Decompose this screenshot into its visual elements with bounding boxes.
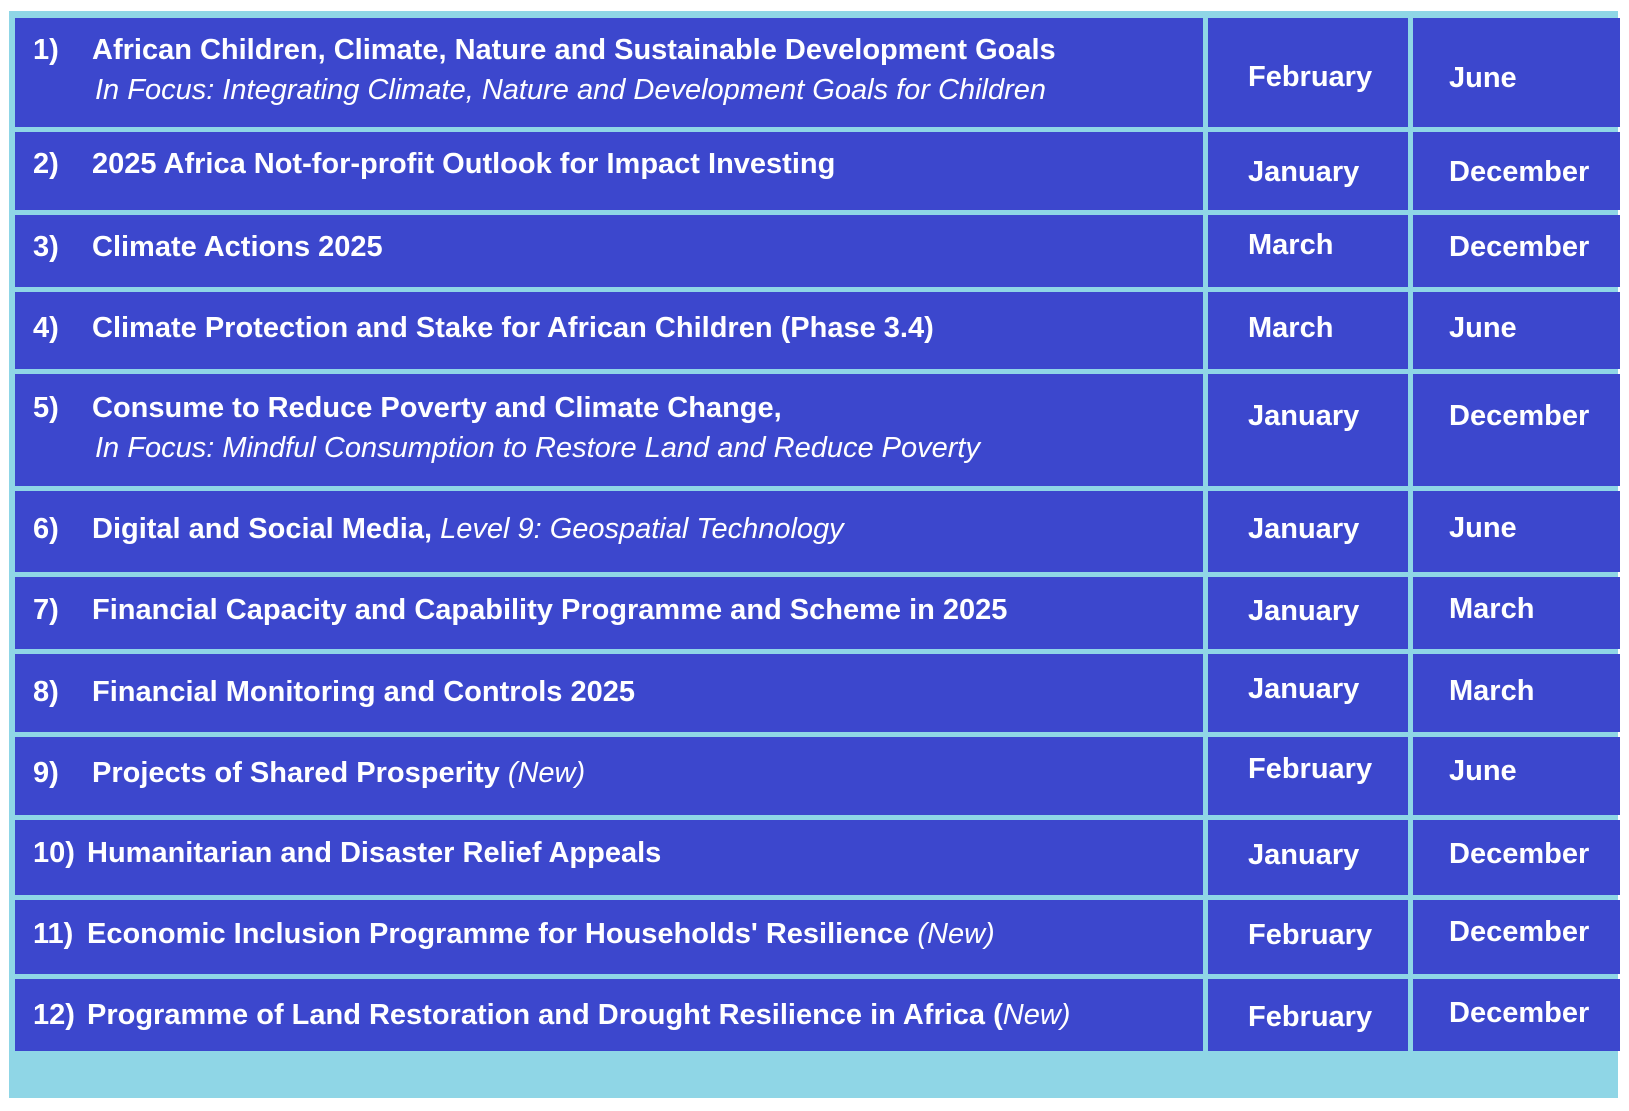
row-title: Financial Capacity and Capability Programme and Scheme in 2025	[92, 594, 1008, 626]
programme-cell	[15, 979, 1203, 1051]
programme-cell	[15, 132, 1203, 210]
programme-cell	[15, 292, 1203, 369]
row-title: African Children, Climate, Nature and Sustainable Development Goals	[92, 34, 1056, 66]
table-row	[9, 292, 1618, 369]
row-number: 1)	[33, 34, 59, 66]
end-cell	[1413, 18, 1620, 127]
end-month: December	[1449, 916, 1590, 948]
start-month: February	[1248, 1001, 1373, 1033]
start-cell	[1208, 654, 1408, 732]
row-title: Climate Protection and Stake for African Children (Phase 3.4)	[92, 312, 934, 344]
start-cell	[1208, 18, 1408, 127]
row-title-italic: New)	[1002, 999, 1071, 1031]
programme-cell	[15, 577, 1203, 649]
row-title: Digital and Social Media,	[92, 513, 433, 545]
table-row	[9, 979, 1618, 1091]
end-cell	[1413, 820, 1620, 895]
row-title-wrap	[87, 918, 995, 951]
row-title: 2025 Africa Not-for-profit Outlook for Impact Investing	[92, 148, 836, 180]
row-title-wrap	[92, 513, 844, 546]
end-month: June	[1449, 512, 1517, 544]
row-number: 3)	[33, 231, 59, 263]
end-cell	[1413, 979, 1620, 1051]
table-row	[9, 737, 1618, 815]
start-month: January	[1248, 673, 1360, 705]
end-cell	[1413, 577, 1620, 649]
row-title: Programme of Land Restoration and Drought Resilience in Africa (	[87, 999, 1003, 1031]
end-cell	[1413, 215, 1620, 287]
start-month: January	[1248, 595, 1360, 627]
row-title: Consume to Reduce Poverty and Climate Change,	[92, 392, 782, 424]
start-month: February	[1248, 61, 1373, 93]
start-cell	[1208, 820, 1408, 895]
row-title-wrap	[92, 757, 585, 790]
start-cell	[1208, 577, 1408, 649]
start-cell	[1208, 215, 1408, 287]
programme-cell	[15, 374, 1203, 486]
end-month: December	[1449, 997, 1590, 1029]
end-cell	[1413, 491, 1620, 572]
end-month: March	[1449, 675, 1535, 707]
end-month: December	[1449, 400, 1590, 432]
row-title-wrap	[87, 999, 1070, 1032]
table-row	[9, 654, 1618, 732]
row-number: 5)	[33, 392, 59, 424]
programme-cell	[15, 215, 1203, 287]
row-number: 7)	[33, 594, 59, 626]
row-title-italic: (New)	[507, 757, 586, 789]
start-month: March	[1248, 312, 1334, 344]
end-cell	[1413, 654, 1620, 732]
row-title: Economic Inclusion Programme for Households' Resilience	[87, 918, 910, 950]
start-cell	[1208, 132, 1408, 210]
programme-cell	[15, 900, 1203, 974]
row-number: 11)	[33, 918, 74, 950]
start-month: January	[1248, 400, 1360, 432]
start-month: March	[1248, 229, 1334, 261]
row-title: Humanitarian and Disaster Relief Appeals	[87, 837, 662, 869]
table-row	[9, 577, 1618, 649]
row-number: 9)	[33, 757, 59, 789]
programme-cell	[15, 18, 1203, 127]
table-row	[9, 900, 1618, 974]
table-row	[9, 820, 1618, 895]
table-row	[9, 132, 1618, 210]
row-title-italic: (New)	[917, 918, 995, 950]
end-month: December	[1449, 838, 1590, 870]
end-cell	[1413, 374, 1620, 486]
start-cell	[1208, 374, 1408, 486]
row-number: 10)	[33, 837, 75, 869]
programme-table	[9, 11, 1618, 1098]
row-subtitle: In Focus: Integrating Climate, Nature and Development Goals for Children	[95, 74, 1047, 106]
end-cell	[1413, 132, 1620, 210]
end-cell	[1413, 292, 1620, 369]
programme-cell	[15, 820, 1203, 895]
table-row	[9, 215, 1618, 287]
end-cell	[1413, 737, 1620, 815]
start-cell	[1208, 737, 1408, 815]
end-month: December	[1449, 156, 1590, 188]
start-month: January	[1248, 839, 1360, 871]
end-month: June	[1449, 755, 1517, 787]
row-title: Projects of Shared Prosperity	[92, 757, 500, 789]
start-month: January	[1248, 513, 1360, 545]
table-row	[9, 18, 1618, 127]
programme-cell	[15, 654, 1203, 732]
end-month: December	[1449, 231, 1590, 263]
row-number: 12)	[33, 999, 75, 1031]
row-number: 8)	[33, 676, 59, 708]
row-title: Financial Monitoring and Controls 2025	[92, 676, 635, 708]
end-month: March	[1449, 593, 1535, 625]
end-month: June	[1449, 62, 1517, 94]
start-cell	[1208, 900, 1408, 974]
row-number: 6)	[33, 513, 59, 545]
row-number: 4)	[33, 312, 59, 344]
start-month: February	[1248, 753, 1373, 785]
end-cell	[1413, 900, 1620, 974]
start-month: January	[1248, 156, 1360, 188]
row-title: Climate Actions 2025	[92, 231, 383, 263]
start-cell	[1208, 979, 1408, 1051]
row-subtitle: In Focus: Mindful Consumption to Restore Land and Reduce Poverty	[95, 432, 980, 464]
row-number: 2)	[33, 148, 59, 180]
start-cell	[1208, 491, 1408, 572]
table-row	[9, 491, 1618, 572]
table-row	[9, 374, 1618, 486]
row-title-italic: Level 9: Geospatial Technology	[440, 513, 844, 545]
start-cell	[1208, 292, 1408, 369]
programme-cell	[15, 737, 1203, 815]
programme-cell	[15, 491, 1203, 572]
start-month: February	[1248, 919, 1373, 951]
end-month: June	[1449, 312, 1517, 344]
